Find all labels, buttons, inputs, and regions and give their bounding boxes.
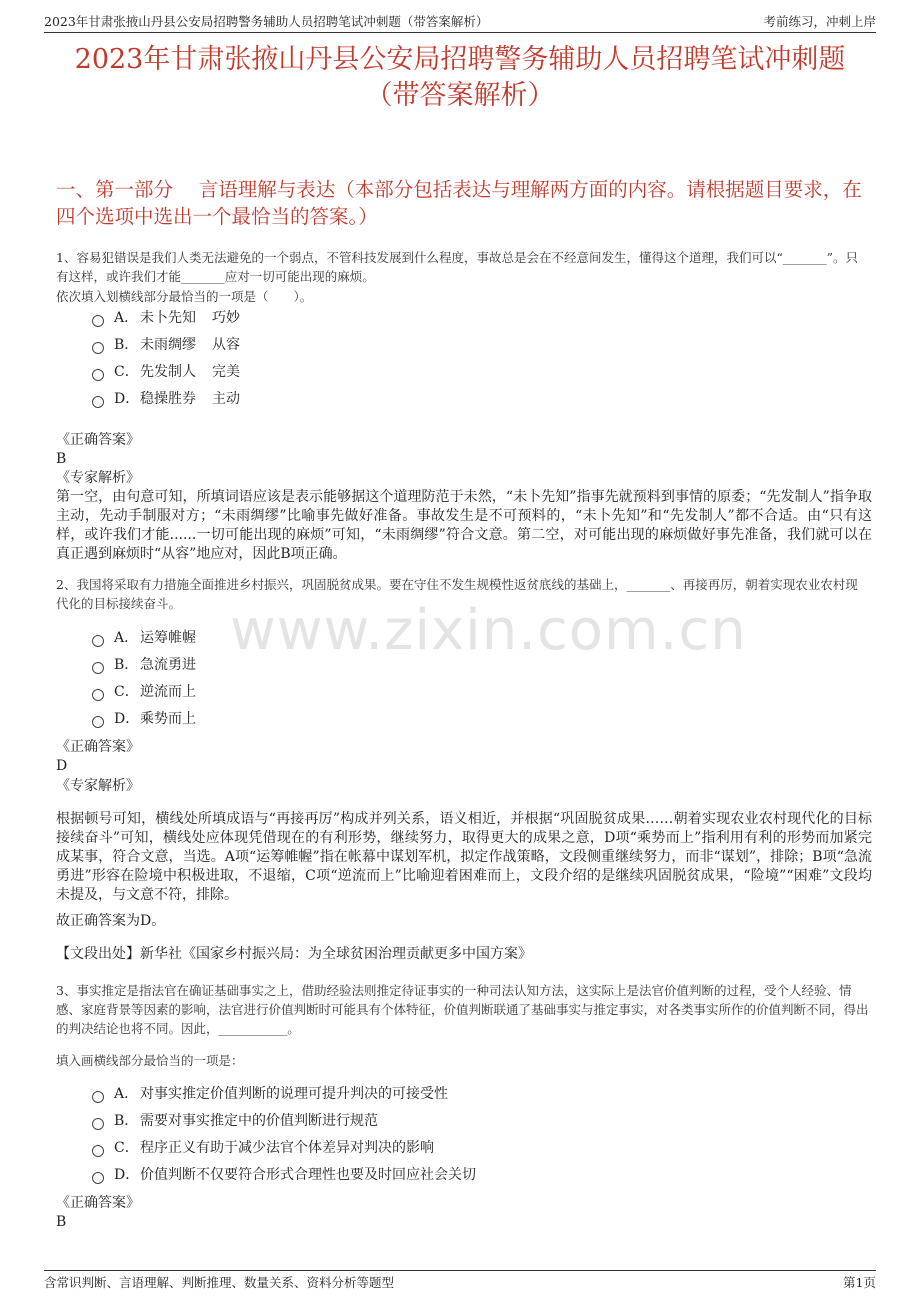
radio-icon[interactable] (92, 1091, 104, 1103)
question-1-text: 1、容易犯错误是我们人类无法避免的一个弱点，不管科技发展到什么程度，事故总是会在不经意间发生，懂得这个道理，我们可以“_______”。只有这样，或许我们才能_______应对一切可能出现的麻烦。 (56, 250, 858, 284)
q2-answer-value: D (56, 758, 68, 774)
question-2-text: 2、我国将采取有力措施全面推进乡村振兴，巩固脱贫成果。要在守住不发生规模性返贫底线的基础上，_______、再接再厉，朝着实现农业农村现代化的目标接续奋斗。 (56, 577, 858, 611)
question-1-prompt: 依次填入划横线部分最恰当的一项是（ ）。 (56, 289, 313, 304)
page-footer (44, 1270, 876, 1291)
q3-option-a[interactable]: A． 对事实推定价值判断的说理可提升判决的可接受性 (92, 1083, 448, 1105)
section-heading: 一、第一部分 言语理解与表达（本部分包括表达与理解两方面的内容。请根据题目要求，在四个选项中选出一个最恰当的答案。） (56, 178, 862, 228)
q2-source: 【文段出处】新华社《国家乡村振兴局：为全球贫困治理贡献更多中国方案》 (56, 946, 532, 962)
q1-analysis-label: 《专家解析》 (56, 470, 140, 486)
q1-option-a[interactable]: A． 未卜先知 巧妙 (92, 307, 240, 329)
watermark: www.zixin.com.cn (230, 598, 747, 663)
q2-option-c[interactable]: C．逆流而上 (92, 681, 196, 703)
question-3-text: 3、事实推定是指法官在确证基础事实之上，借助经验法则推定待证事实的一种司法认知方法，这实际上是法官价值判断的过程，受个人经验、情感、家庭背景等因素的影响，法官进行价值判断时可能具有个体特征，价值判断联通了基础事实与推定事实，对各类事实所作的价值判断不同，得出的判决结论也将不同。因此，___________。 (56, 983, 869, 1036)
page-number: 第1页 (843, 1275, 876, 1290)
radio-icon[interactable] (92, 1145, 104, 1157)
header-slogan: 考前练习，冲刺上岸 (763, 14, 876, 29)
page-title: 2023年甘肃张掖山丹县公安局招聘警务辅助人员招聘笔试冲刺题（带答案解析） (74, 44, 846, 111)
q3-answer-value: B (56, 1214, 67, 1230)
q2-option-a[interactable]: A． 运筹帷幄 (92, 627, 196, 649)
q1-analysis-text: 第一空，由句意可知，所填词语应该是表示能够据这个道理防范于未然，“未卜先知”指事先就预料到事情的原委；“先发制人”指争取主动，先动手制服对方；“未雨绸缪”比喻事先做好准备。事故发生是不可预料的，“未卜先知”和“先发制人”都不合适。由“只有这样，或许我们才能......一切可能出现的麻烦”可知，“未雨绸缪”符合文意。第二空，对可能出现的麻烦做好事先准备，我们就可以在真正遇到麻烦时“从容”地应对，因此B项正确。 (56, 489, 872, 562)
footer-topics: 含常识判断、言语理解、判断推理、数量关系、资料分析等题型 (44, 1275, 395, 1290)
q2-answer-label: 《正确答案》 (56, 739, 140, 755)
q1-option-c[interactable]: C．先发制人 完美 (92, 361, 240, 383)
q3-option-c[interactable]: C．程序正义有助于减少法官个体差异对判决的影响 (92, 1137, 434, 1159)
q3-option-b[interactable]: B． 需要对事实推定中的价值判断进行规范 (92, 1110, 378, 1132)
q1-answer-label: 《正确答案》 (56, 432, 140, 448)
radio-icon[interactable] (92, 315, 104, 327)
radio-icon[interactable] (92, 342, 104, 354)
q2-analysis-label: 《专家解析》 (56, 778, 140, 794)
page-header (44, 10, 876, 33)
q2-analysis-text: 根据顿号可知，横线处所填成语与“再接再厉”构成并列关系，语义相近，并根据“巩固脱贫成果……朝着实现农业农村现代化的目标接续奋斗”可知，横线处应体现凭借现在的有利形势，继续努力，取得更大的成果之意，D项“乘势而上”指利用有利的形势而加紧完成某事，符合文意，当选。A项“运筹帷幄”指在帐幕中谋划军机，拟定作战策略，文段侧重继续努力，而非“谋划”，排除；B项“急流勇进”形容在险境中积极进取，不退缩，C项“逆流而上”比喻迎着困难而上，文段介绍的是继续巩固脱贫成果，“险境”“困难”文段均未提及，与文意不符，排除。 (56, 811, 872, 903)
radio-icon[interactable] (92, 635, 104, 647)
radio-icon[interactable] (92, 396, 104, 408)
question-3-prompt: 填入画横线部分最恰当的一项是： (56, 1053, 244, 1068)
q3-option-d[interactable]: D．价值判断不仅要符合形式合理性也要及时回应社会关切 (92, 1164, 476, 1186)
header-doc-title: 2023年甘肃张掖山丹县公安局招聘警务辅助人员招聘笔试冲刺题（带答案解析） (44, 14, 489, 29)
radio-icon[interactable] (92, 1118, 104, 1130)
radio-icon[interactable] (92, 689, 104, 701)
radio-icon[interactable] (92, 716, 104, 728)
q3-answer-label: 《正确答案》 (56, 1195, 140, 1211)
radio-icon[interactable] (92, 369, 104, 381)
q1-answer-value: B (56, 451, 67, 467)
q2-conclusion: 故正确答案为D。 (56, 913, 166, 929)
q2-option-d[interactable]: D．乘势而上 (92, 708, 196, 730)
q1-option-b[interactable]: B． 未雨绸缪 从容 (92, 334, 240, 356)
q2-option-b[interactable]: B． 急流勇进 (92, 654, 196, 676)
q1-option-d[interactable]: D．稳操胜券 主动 (92, 388, 240, 410)
radio-icon[interactable] (92, 662, 104, 674)
radio-icon[interactable] (92, 1172, 104, 1184)
